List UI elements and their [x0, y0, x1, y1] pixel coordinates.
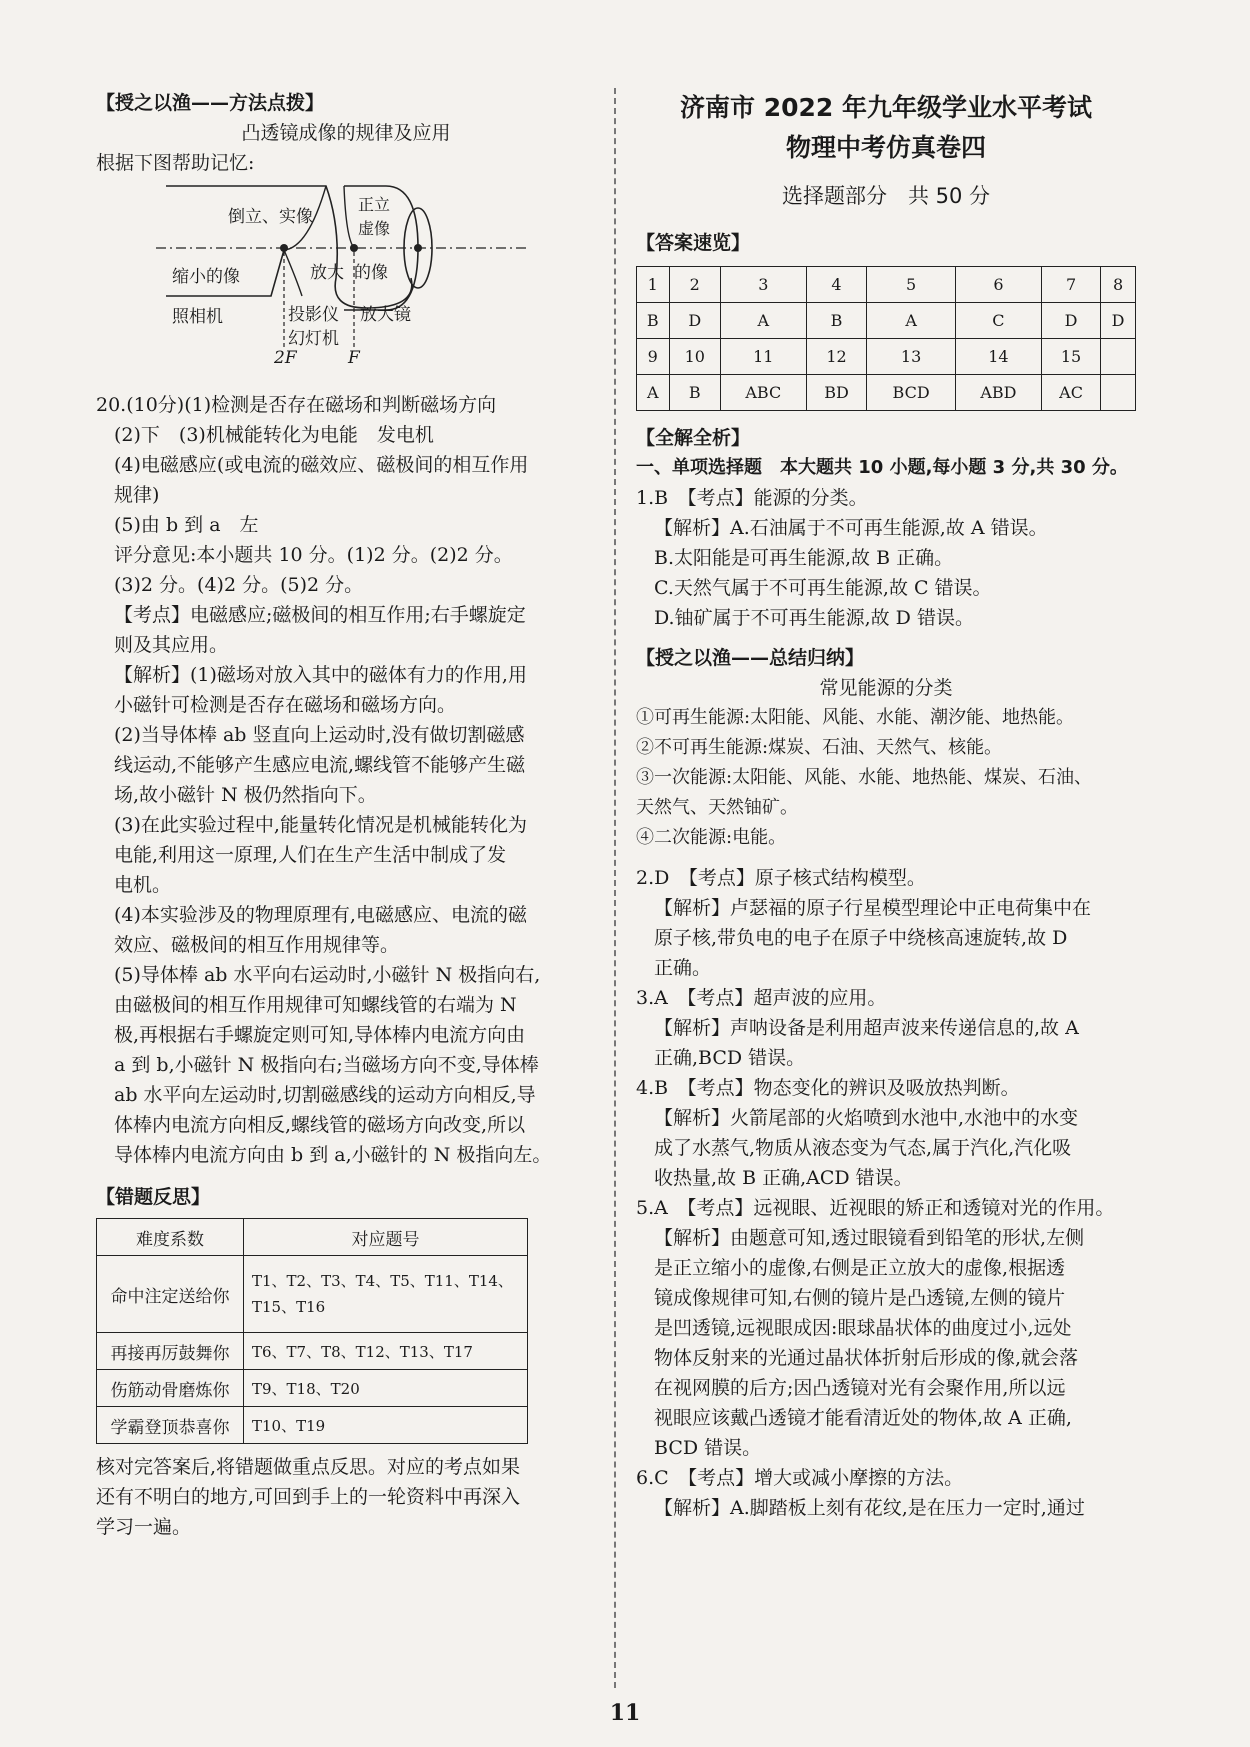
table-cell [1101, 375, 1136, 411]
q20-line: 规律) [114, 484, 160, 506]
table-cell: 9 [637, 339, 670, 375]
table-cell: T10、T19 [244, 1407, 528, 1444]
answer-table [636, 266, 1136, 411]
summary-line: ④二次能源:电能。 [636, 827, 787, 848]
answer-line: 【解析】火箭尾部的火焰喷到水池中,水池中的水变 [654, 1107, 1079, 1129]
full-analysis-header: 【全解全析】 [636, 427, 751, 449]
table-cell: 12 [806, 339, 867, 375]
jiexi-line: a 到 b,小磁针 N 极指向右;当磁场方向不变,导体棒 [114, 1054, 539, 1076]
closing-line: 学习一遍。 [96, 1516, 192, 1538]
answer-line: 是正立缩小的虚像,右侧是正立放大的虚像,根据透 [654, 1257, 1066, 1279]
jiexi-line: 线运动,不能够产生感应电流,螺线管不能够产生磁 [114, 754, 526, 776]
table-cell: AC [1042, 375, 1101, 411]
table-cell: 4 [806, 267, 867, 303]
table-cell: 命中注定送给你 [97, 1256, 244, 1333]
diagram-label-f: F [348, 348, 360, 368]
q20-line: 20.(10分)(1)检测是否存在磁场和判断磁场方向 [96, 394, 497, 416]
table-cell: ABD [955, 375, 1041, 411]
table-cell: A [637, 375, 670, 411]
answer-line: 【解析】声呐设备是利用超声波来传递信息的,故 A [654, 1017, 1079, 1039]
table-cell: 13 [867, 339, 955, 375]
answer-line: 成了水蒸气,物质从液态变为气态,属于汽化,汽化吸 [654, 1137, 1072, 1159]
reflection-header: 【错题反思】 [96, 1186, 211, 1208]
jiexi-line: 效应、磁极间的相互作用规律等。 [114, 934, 400, 956]
table-cell: A [867, 303, 955, 339]
table-cell: B [637, 303, 670, 339]
table-cell: 7 [1042, 267, 1101, 303]
table-cell: 1 [637, 267, 670, 303]
jiexi-line: 电能,利用这一原理,人们在生产生活中制成了发 [114, 844, 507, 866]
answer-line: 视眼应该戴凸透镜才能看清近处的物体,故 A 正确, [654, 1407, 1072, 1429]
jiexi-line: 场,故小磁针 N 极仍然指向下。 [114, 784, 377, 806]
kaodian-line: 则及其应用。 [114, 634, 229, 656]
answer-line: 在视网膜的后方;因凸透镜对光有会聚作用,所以远 [654, 1377, 1066, 1399]
table-cell: 伤筋动骨磨炼你 [97, 1370, 244, 1407]
table-cell: BCD [867, 375, 955, 411]
score-line: 评分意见:本小题共 10 分。(1)2 分。(2)2 分。 [114, 544, 513, 566]
table-row [97, 1256, 528, 1333]
answer-line: 2.D 【考点】原子核式结构模型。 [636, 867, 926, 889]
table-cell: 3 [721, 267, 807, 303]
summary-line: 天然气、天然铀矿。 [636, 797, 798, 818]
answer-line: 物体反射来的光通过晶状体折射后形成的像,就会落 [654, 1347, 1079, 1369]
diagram-projector: 投影仪 [288, 305, 339, 325]
table-cell: 再接再厉鼓舞你 [97, 1333, 244, 1370]
answer-line: 正确。 [654, 957, 712, 979]
right-column [636, 88, 1136, 1523]
jiexi-line: 小磁针可检测是否存在磁场和磁场方向。 [114, 694, 457, 716]
answer-line: 是凹透镜,远视眼成因:眼球晶状体的曲度过小,远处 [654, 1317, 1072, 1339]
jiexi-line: 【解析】(1)磁场对放入其中的磁体有力的作用,用 [114, 664, 527, 686]
answer-line: 5.A 【考点】远视眼、近视眼的矫正和透镜对光的作用。 [636, 1197, 1115, 1219]
table-cell: 8 [1101, 267, 1136, 303]
closing-note [96, 1452, 596, 1542]
table-cell: T6、T7、T8、T12、T13、T17 [244, 1333, 528, 1370]
page-number: 11 [609, 1700, 641, 1726]
exam-title: 济南市 2022 年九年级学业水平考试 [680, 93, 1092, 122]
table-cell: B [669, 375, 720, 411]
answer-line: D.铀矿属于不可再生能源,故 D 错误。 [654, 607, 974, 629]
summary-title: 常见能源的分类 [819, 677, 953, 699]
left-column [96, 88, 596, 1542]
kaodian-line: 【考点】电磁感应;磁极间的相互作用;右手螺旋定 [114, 604, 526, 626]
diagram-image-of: 的像 [354, 263, 388, 283]
answer-line: C.天然气属于不可再生能源,故 C 错误。 [654, 577, 992, 599]
answer-line: 正确,BCD 错误。 [654, 1047, 806, 1069]
q20-line: (2)下 (3)机械能转化为电能 发电机 [114, 424, 434, 446]
diagram-top-left: 倒立、实像 [228, 207, 313, 227]
answer-line: 原子核,带负电的电子在原子中绕核高速旋转,故 D [654, 927, 1068, 949]
score-line: (3)2 分。(4)2 分。(5)2 分。 [114, 574, 364, 596]
table-cell: T1、T2、T3、T4、T5、T11、T14、T15、T16 [244, 1256, 528, 1333]
table-cell: 10 [669, 339, 720, 375]
jiexi-line: (2)当导体棒 ab 竖直向上运动时,没有做切割磁感 [114, 724, 525, 746]
table-row [97, 1370, 528, 1407]
table-cell: 2 [669, 267, 720, 303]
table-row [97, 1219, 528, 1256]
exam-subtitle: 物理中考仿真卷四 [785, 133, 986, 162]
q20-analysis [96, 660, 596, 1170]
table-row [637, 375, 1136, 411]
answer-line: 【解析】A.脚踏板上刻有花纹,是在压力一定时,通过 [654, 1497, 1085, 1519]
method-title: 凸透镜成像的规律及应用 [241, 122, 451, 144]
table-cell: A [721, 303, 807, 339]
jiexi-line: 由磁极间的相互作用规律可知螺线管的右端为 N [114, 994, 517, 1016]
answer-line: 4.B 【考点】物态变化的辨识及吸放热判断。 [636, 1077, 1020, 1099]
diagram-camera: 照相机 [172, 307, 223, 327]
memory-line: 根据下图帮助记忆: [96, 152, 255, 174]
closing-line: 核对完答案后,将错题做重点反思。对应的考点如果 [96, 1456, 521, 1478]
table-cell: 14 [955, 339, 1041, 375]
jiexi-line: 体棒内电流方向相反,螺线管的磁场方向改变,所以 [114, 1114, 526, 1136]
method-header: 【授之以渔——方法点拨】 [96, 92, 325, 114]
table-cell: BD [806, 375, 867, 411]
answer-line: 【解析】由题意可知,透过眼镜看到铅笔的形状,左侧 [654, 1227, 1085, 1249]
q20-line: (4)电磁感应(或电流的磁效应、磁极间的相互作用 [114, 454, 529, 476]
table-cell: D [1101, 303, 1136, 339]
table-cell [1101, 339, 1136, 375]
closing-line: 还有不明白的地方,可回到手上的一轮资料中再深入 [96, 1486, 521, 1508]
table-cell: C [955, 303, 1041, 339]
jiexi-line: 电机。 [114, 874, 172, 896]
table-cell: D [1042, 303, 1101, 339]
jiexi-line: 极,再根据右手螺旋定则可知,导体棒内电流方向由 [114, 1024, 526, 1046]
table-cell: B [806, 303, 867, 339]
answer-line: B.太阳能是可再生能源,故 B 正确。 [654, 547, 954, 569]
reflection-table [96, 1218, 528, 1444]
jiexi-line: ab 水平向左运动时,切割磁感线的运动方向相反,导 [114, 1084, 536, 1106]
answer-block-1 [636, 483, 1136, 633]
diagram-slide-projector: 幻灯机 [288, 329, 339, 349]
answer-line: 6.C 【考点】增大或减小摩擦的方法。 [636, 1467, 964, 1489]
section-title: 选择题部分 共 50 分 [781, 184, 991, 208]
section-one-title: 一、单项选择题 本大题共 10 小题,每小题 3 分,共 30 分。 [636, 457, 1128, 478]
answer-line: BCD 错误。 [654, 1437, 762, 1459]
answer-line: 镜成像规律可知,右侧的镜片是凸透镜,左侧的镜片 [654, 1287, 1066, 1309]
table-row [637, 339, 1136, 375]
summary-header: 【授之以渔——总结归纳】 [636, 647, 865, 669]
table-cell: ABC [721, 375, 807, 411]
answer-header: 【答案速览】 [636, 232, 751, 254]
summary-line: ②不可再生能源:煤炭、石油、天然气、核能。 [636, 737, 1003, 758]
jiexi-line: (4)本实验涉及的物理原理有,电磁感应、电流的磁 [114, 904, 527, 926]
table-header-cell: 对应题号 [244, 1219, 528, 1256]
table-row [97, 1333, 528, 1370]
summary-line: ①可再生能源:太阳能、风能、水能、潮汐能、地热能。 [636, 707, 1075, 728]
diagram-enlarged: 放大 [310, 263, 344, 283]
column-divider [614, 88, 616, 1688]
diagram-upright-1: 正立 [358, 195, 391, 214]
jiexi-line: (3)在此实验过程中,能量转化情况是机械能转化为 [114, 814, 527, 836]
answer-line: 1.B 【考点】能源的分类。 [636, 487, 868, 509]
table-row [97, 1407, 528, 1444]
table-cell: T9、T18、T20 [244, 1370, 528, 1407]
jiexi-line: 导体棒内电流方向由 b 到 a,小磁针的 N 极指向左。 [114, 1144, 552, 1166]
summary-box [636, 643, 1136, 853]
table-header-cell: 难度系数 [97, 1219, 244, 1256]
answer-line: 3.A 【考点】超声波的应用。 [636, 987, 887, 1009]
table-row [637, 303, 1136, 339]
diagram-magnifier: 放大镜 [360, 305, 411, 325]
jiexi-line: (5)导体棒 ab 水平向右运动时,小磁针 N 极指向右, [114, 964, 541, 986]
table-cell: 15 [1042, 339, 1101, 375]
lens-diagram [96, 178, 596, 374]
table-cell: D [669, 303, 720, 339]
answer-line: 收热量,故 B 正确,ACD 错误。 [654, 1167, 913, 1189]
answer-block-2 [636, 863, 1136, 1523]
diagram-upright-2: 虚像 [358, 219, 391, 238]
table-cell: 5 [867, 267, 955, 303]
answer-line: 【解析】卢瑟福的原子行星模型理论中正电荷集中在 [654, 897, 1092, 919]
diagram-label-2f: 2F [274, 348, 297, 368]
diagram-small-image: 缩小的像 [172, 267, 240, 287]
table-cell: 11 [721, 339, 807, 375]
summary-line: ③一次能源:太阳能、风能、水能、地热能、煤炭、石油、 [636, 767, 1093, 788]
q20-answer [96, 390, 596, 660]
table-row [637, 267, 1136, 303]
table-cell: 6 [955, 267, 1041, 303]
answer-line: 【解析】A.石油属于不可再生能源,故 A 错误。 [654, 517, 1048, 539]
q20-line: (5)由 b 到 a 左 [114, 514, 259, 536]
table-cell: 学霸登顶恭喜你 [97, 1407, 244, 1444]
